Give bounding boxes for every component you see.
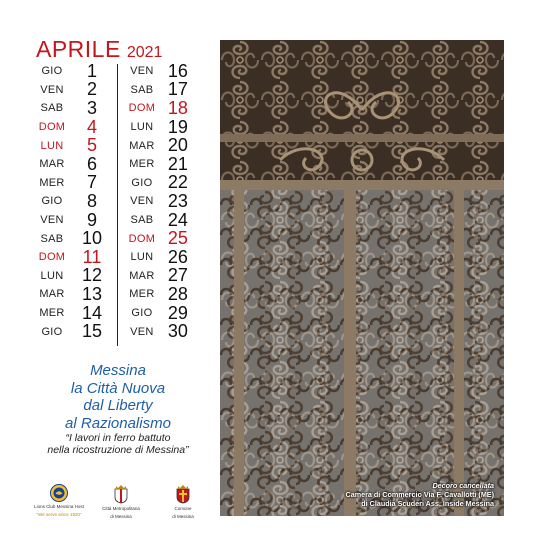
weekday-label: MAR (129, 269, 155, 282)
calendar-day-row (30, 174, 112, 193)
weekday-label: DOM (38, 121, 66, 134)
day-number: 14 (81, 302, 103, 323)
calendar-day-row (122, 322, 204, 341)
weekday-label: DOM (128, 232, 156, 245)
month-header (36, 36, 162, 63)
lions-club-motto: “We serve since 1920” (36, 511, 82, 517)
day-number: 25 (167, 228, 188, 249)
calendar-day-row (122, 174, 204, 193)
day-number: 10 (81, 228, 103, 249)
lions-club-name: Lions Club Messina Host (34, 504, 84, 509)
comune-name: Comune (174, 506, 192, 511)
weekday-label: MER (39, 176, 65, 189)
weekday-label: MER (129, 288, 155, 301)
caption-subtitle: nella ricostruzione di Messina” (47, 444, 189, 456)
day-number: 12 (81, 265, 103, 286)
day-number: 18 (167, 97, 188, 118)
day-number: 23 (167, 190, 188, 211)
calendar-day-row (30, 304, 112, 323)
weekday-label: LUN (130, 121, 154, 134)
weekday-label: SAB (40, 102, 64, 115)
calendar-day-row (122, 248, 204, 267)
caption-line: la Città Nuova (70, 379, 166, 397)
comune-logo (154, 484, 212, 519)
day-number: 27 (167, 265, 188, 286)
day-number: 15 (81, 321, 103, 342)
weekday-label: SAB (130, 83, 154, 96)
lions-emblem-icon (50, 484, 68, 502)
day-number: 20 (167, 135, 188, 156)
weekday-label: DOM (128, 102, 156, 115)
wrought-iron-gate-photo (220, 40, 504, 516)
calendar-day-row (30, 118, 112, 137)
calendar-column-left (30, 62, 112, 341)
calendar-day-row (30, 136, 112, 155)
calendar-column-right (122, 62, 204, 341)
weekday-label: MAR (39, 158, 65, 171)
calendar-day-row (122, 118, 204, 137)
calendar-day-row (30, 248, 112, 267)
day-number: 26 (167, 246, 188, 267)
citta-metropolitana-name: di Messina (110, 513, 132, 519)
day-number: 17 (167, 79, 188, 100)
calendar-day-row (30, 192, 112, 211)
calendar-day-row (122, 192, 204, 211)
weekday-label: MER (39, 307, 65, 320)
day-number: 4 (86, 116, 97, 137)
day-number: 6 (86, 153, 97, 174)
day-number: 8 (86, 190, 97, 211)
calendar-day-row (30, 155, 112, 174)
day-number: 2 (86, 79, 97, 100)
sponsor-logos (30, 484, 212, 519)
weekday-label: VEN (130, 195, 154, 208)
comune-name: di Messina (172, 513, 194, 519)
calendar-day-row (122, 62, 204, 81)
day-number: 13 (81, 283, 103, 304)
day-number: 22 (167, 172, 188, 193)
weekday-label: SAB (130, 214, 154, 227)
calendar-day-row (30, 99, 112, 118)
citta-metropolitana-logo (92, 484, 150, 519)
lions-club-logo (30, 484, 88, 519)
calendar-day-row (30, 322, 112, 341)
calendar-day-row (122, 211, 204, 230)
caption-subtitle: “I lavori in ferro battuto (65, 432, 171, 444)
day-number: 1 (86, 60, 97, 81)
weekday-label: LUN (40, 269, 64, 282)
photo-credit-author: di Claudia Scuderi Ass. Inside Messina (361, 499, 494, 508)
weekday-label: GIO (131, 176, 153, 189)
caption-line: Messina (90, 362, 146, 379)
day-number: 30 (167, 321, 188, 342)
day-number: 28 (167, 283, 188, 304)
coat-of-arms-icon (175, 484, 191, 504)
weekday-label: VEN (40, 214, 64, 227)
weekday-label: MAR (129, 139, 155, 152)
caption-line: dal Liberty (83, 397, 153, 414)
month-name: APRILE (36, 36, 121, 62)
citta-metropolitana-name: Città Metropolitana (102, 506, 140, 511)
day-number: 16 (167, 60, 188, 81)
day-number: 7 (86, 172, 97, 193)
calendar-day-row (122, 285, 204, 304)
calendar-day-row (122, 155, 204, 174)
weekday-label: SAB (40, 232, 64, 245)
theme-caption (30, 362, 206, 456)
calendar-day-row (30, 211, 112, 230)
caption-line: al Razionalismo (65, 414, 171, 432)
weekday-label: MER (129, 158, 155, 171)
year: 2021 (126, 44, 163, 61)
calendar-day-row (30, 62, 112, 81)
calendar-day-row (30, 229, 112, 248)
calendar-day-row (122, 81, 204, 100)
weekday-label: GIO (131, 307, 153, 320)
calendar-day-row (122, 304, 204, 323)
weekday-label: VEN (130, 65, 154, 78)
calendar-day-row (122, 267, 204, 286)
calendar-day-row (30, 81, 112, 100)
photo-credit-title: Decoro cancellata (432, 481, 494, 490)
photo-credit-location: Camera di Commercio Via F. Cavallotti (ME) (345, 490, 494, 499)
weekday-label: VEN (40, 83, 64, 96)
calendar-day-row (122, 229, 204, 248)
weekday-label: DOM (38, 251, 66, 264)
weekday-label: MAR (39, 288, 65, 301)
day-number: 5 (86, 135, 97, 156)
calendar-day-row (122, 136, 204, 155)
calendar-day-row (30, 267, 112, 286)
wrought-iron-pattern (220, 40, 504, 516)
day-number: 24 (167, 209, 188, 230)
column-divider (117, 64, 118, 346)
day-number: 11 (82, 246, 102, 267)
day-number: 29 (167, 302, 188, 323)
weekday-label: GIO (41, 195, 63, 208)
coat-of-arms-icon (113, 484, 129, 504)
calendar-day-row (30, 285, 112, 304)
weekday-label: GIO (41, 325, 63, 338)
weekday-label: VEN (130, 325, 154, 338)
photo-credit (346, 481, 494, 508)
day-number: 21 (167, 153, 188, 174)
day-number: 19 (167, 116, 188, 137)
weekday-label: LUN (40, 139, 64, 152)
day-number: 3 (86, 97, 97, 118)
weekday-label: GIO (41, 65, 63, 78)
calendar-day-row (122, 99, 204, 118)
weekday-label: LUN (130, 251, 154, 264)
day-number: 9 (86, 209, 97, 230)
